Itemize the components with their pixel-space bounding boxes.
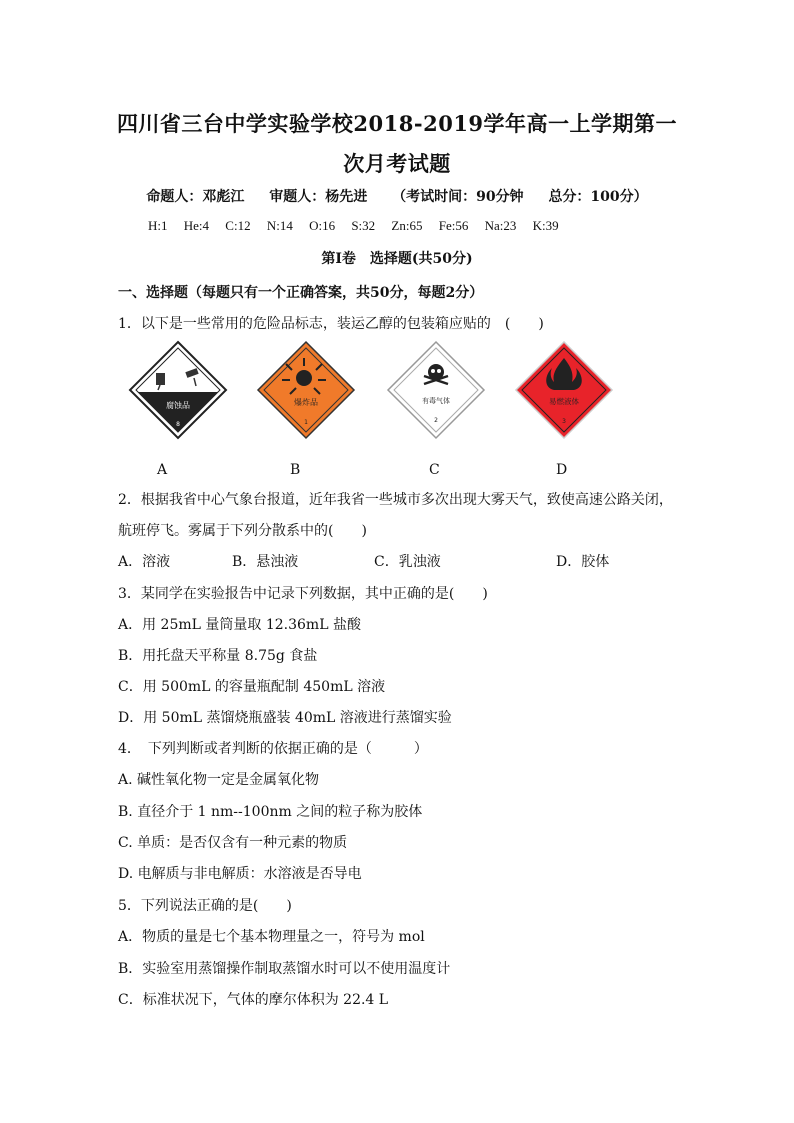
q3-option: D．用 50mL 蒸馏烧瓶盛装 40mL 溶液进行蒸馏实验 [118, 710, 452, 726]
q2-option: A．溶液 [118, 554, 171, 570]
question-1-stem: 1．以下是一些常用的危险品标志，装运乙醇的包装箱应贴的 ( ) [118, 316, 544, 332]
q2-option: D．胶体 [556, 554, 610, 570]
question-2-stem-line2: 航班停飞。雾属于下列分散系中的( ) [118, 523, 367, 539]
q4-option: C. 单质：是否仅含有一种元素的物质 [118, 835, 348, 851]
reviewer: 审题人：杨先进 [269, 189, 368, 205]
q3-option: B．用托盘天平称量 8.75g 食盐 [118, 648, 318, 664]
atomic-mass: O:16 [309, 218, 336, 233]
sign-label: 爆炸品 [294, 398, 318, 407]
question-4-stem: 4． 下列判断或者判断的依据正确的是（ ） [118, 741, 428, 757]
q4-option: A. 碱性氧化物一定是金属氧化物 [118, 772, 320, 788]
atomic-mass: C:12 [225, 218, 251, 233]
sign-number: 3 [562, 418, 566, 425]
section-title: 第Ⅰ卷 选择题(共50分) [321, 251, 473, 267]
atomic-mass: Zn:65 [391, 218, 423, 233]
total-score: 总分：100分） [548, 189, 648, 205]
exam-title-line1: 四川省三台中学实验学校2018-2019学年高一上学期第一 [116, 111, 678, 136]
question-2-stem-line1: 2．根据我省中心气象台报道，近年我省一些城市多次出现大雾天气，致使高速公路关闭， [118, 492, 673, 508]
atomic-mass: K:39 [532, 218, 559, 233]
atomic-masses [148, 218, 572, 234]
sign-number: 1 [304, 419, 308, 426]
exam-title-line2: 次月考试题 [343, 151, 451, 176]
q4-option: B. 直径介于 1 nm--100nm 之间的粒子称为胶体 [118, 804, 423, 820]
question-3-stem: 3．某同学在实验报告中记录下列数据，其中正确的是( ) [118, 586, 488, 602]
q5-option: B．实验室用蒸馏操作制取蒸馏水时可以不使用温度计 [118, 961, 451, 977]
q4-option: D. 电解质与非电解质：水溶液是否导电 [118, 866, 362, 882]
exam-meta [0, 186, 794, 206]
option-letter-b: B [290, 462, 301, 478]
q3-option: C．用 500mL 的容量瓶配制 450mL 溶液 [118, 679, 386, 695]
atomic-mass: He:4 [183, 218, 210, 233]
sign-number: 2 [434, 417, 438, 424]
sign-number: 8 [176, 421, 180, 428]
atomic-mass: Na:23 [484, 218, 517, 233]
flammable-liquid-sign [514, 340, 614, 440]
atomic-mass: H:1 [148, 218, 168, 233]
q2-option: B．悬浊液 [232, 554, 299, 570]
q5-option: A．物质的量是七个基本物理量之一，符号为 mol [118, 929, 425, 945]
atomic-mass: Fe:56 [438, 218, 469, 233]
toxic-gas-sign [386, 340, 486, 440]
hazard-signs [118, 340, 678, 470]
explosive-sign [256, 340, 356, 440]
atomic-mass: N:14 [266, 218, 293, 233]
exam-time: （考试时间：90分钟 [392, 189, 524, 205]
corrosive-sign [128, 340, 228, 440]
option-letter-d: D [556, 462, 568, 478]
q3-option: A．用 25mL 量筒量取 12.36mL 盐酸 [118, 617, 361, 633]
question-setter: 命题人：邓彪江 [146, 189, 245, 205]
question-5-stem: 5．下列说法正确的是( ) [118, 898, 292, 914]
q5-option: C．标准状况下，气体的摩尔体积为 22.4 L [118, 992, 389, 1008]
sign-label: 易燃液体 [549, 397, 579, 406]
atomic-mass: S:32 [351, 218, 376, 233]
sign-label: 腐蚀品 [166, 401, 190, 410]
option-letter-c: C [429, 462, 440, 478]
q2-option: C．乳浊液 [374, 554, 441, 570]
option-letter-a: A [157, 462, 168, 478]
part-title: 一、选择题（每题只有一个正确答案，共50分，每题2分） [118, 285, 484, 301]
sign-label: 有毒气体 [422, 397, 450, 405]
